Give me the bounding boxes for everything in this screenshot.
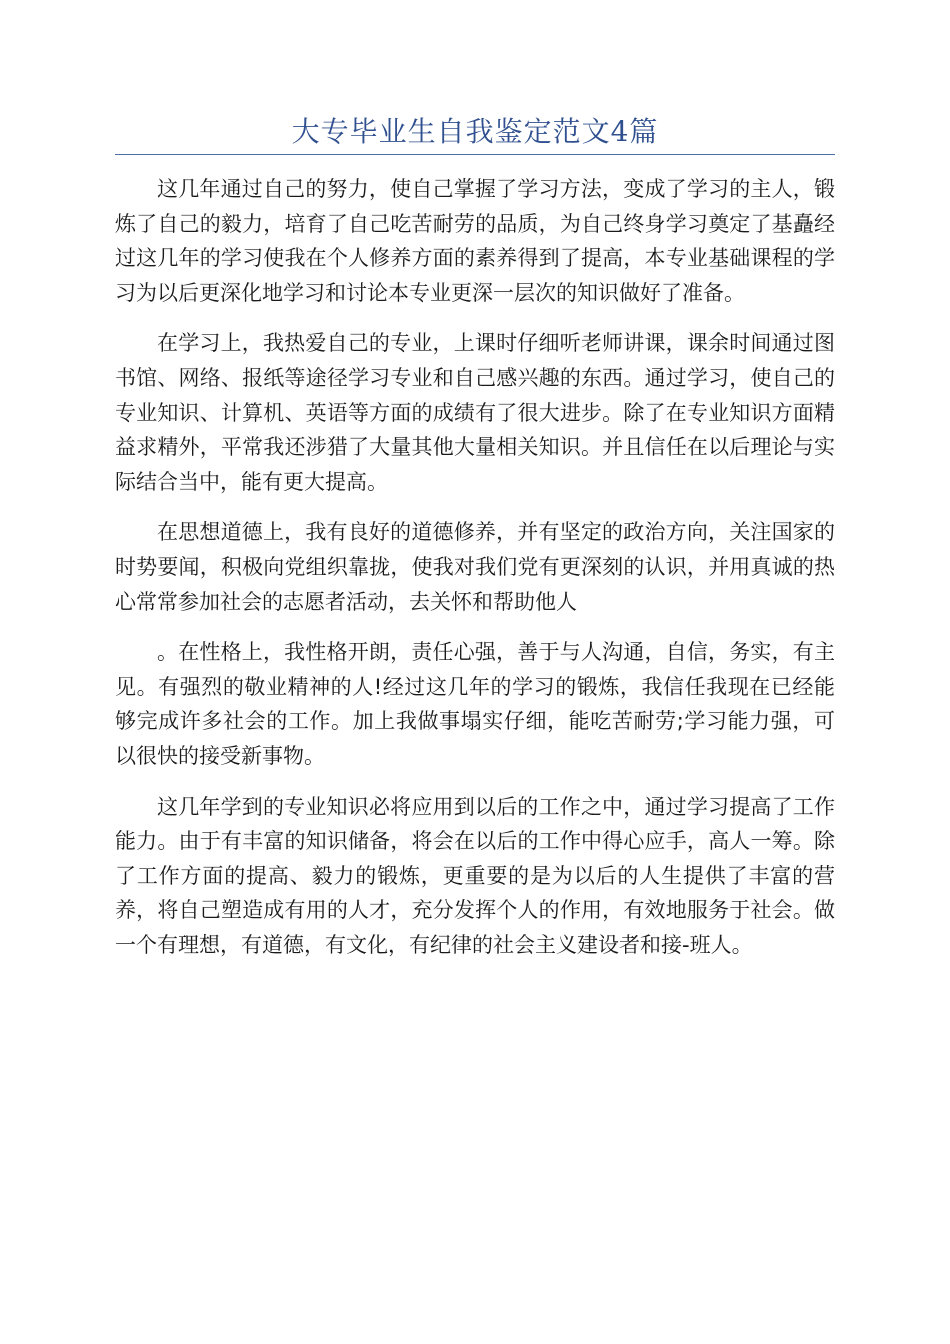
- paragraph-2: 在学习上，我热爱自己的专业，上课时仔细听老师讲课，课余时间通过图书馆、网络、报纸等途径学习专业和自己感兴趣的东西。通过学习，使自己的专业知识、计算机、英语等方面的成绩有了很大进步。除了在专业知识方面精益求精外，平常我还涉猎了大量其他大量相关知识。并且信任在以后理论与实际结合当中，能有更大提高。: [115, 331, 835, 494]
- paragraph-4: 。在性格上，我性格开朗，责任心强，善于与人沟通，自信，务实，有主见。有强烈的敬业精神的人!经过这几年的学习的锻炼，我信任我现在已经能够完成许多社会的工作。加上我做事塌实仔细，能吃苦耐劳;学习能力强，可以很快的接受新事物。: [115, 640, 835, 768]
- paragraph-3: 在思想道德上，我有良好的道德修养，并有坚定的政治方向，关注国家的时势要闻，积极向党组织靠拢，使我对我们党有更深刻的认识，并用真诚的热心常常参加社会的志愿者活动，去关怀和帮助他人: [115, 520, 835, 614]
- paragraph-5: 这几年学到的专业知识必将应用到以后的工作之中，通过学习提高了工作能力。由于有丰富的知识储备，将会在以后的工作中得心应手，高人一筹。除了工作方面的提高、毅力的锻炼，更重要的是为以后的人生提供了丰富的营养，将自己塑造成有用的人才，充分发挥个人的作用，有效地服务于社会。做一个有理想，有道德，有文化，有纪律的社会主义建设者和接-班人。: [115, 794, 835, 957]
- title-underline: [115, 154, 835, 155]
- paragraph-1: 这几年通过自己的努力，使自己掌握了学习方法，变成了学习的主人，锻炼了自己的毅力，培育了自己吃苦耐劳的品质，为自己终身学习奠定了基矗经过这几年的学习使我在个人修养方面的素养得到了提高，本专业基础课程的学习为以后更深化地学习和讨论本专业更深一层次的知识做好了准备。: [115, 177, 835, 305]
- document-body: [115, 172, 835, 978]
- document-title: 大专毕业生自我鉴定范文4篇: [291, 115, 659, 148]
